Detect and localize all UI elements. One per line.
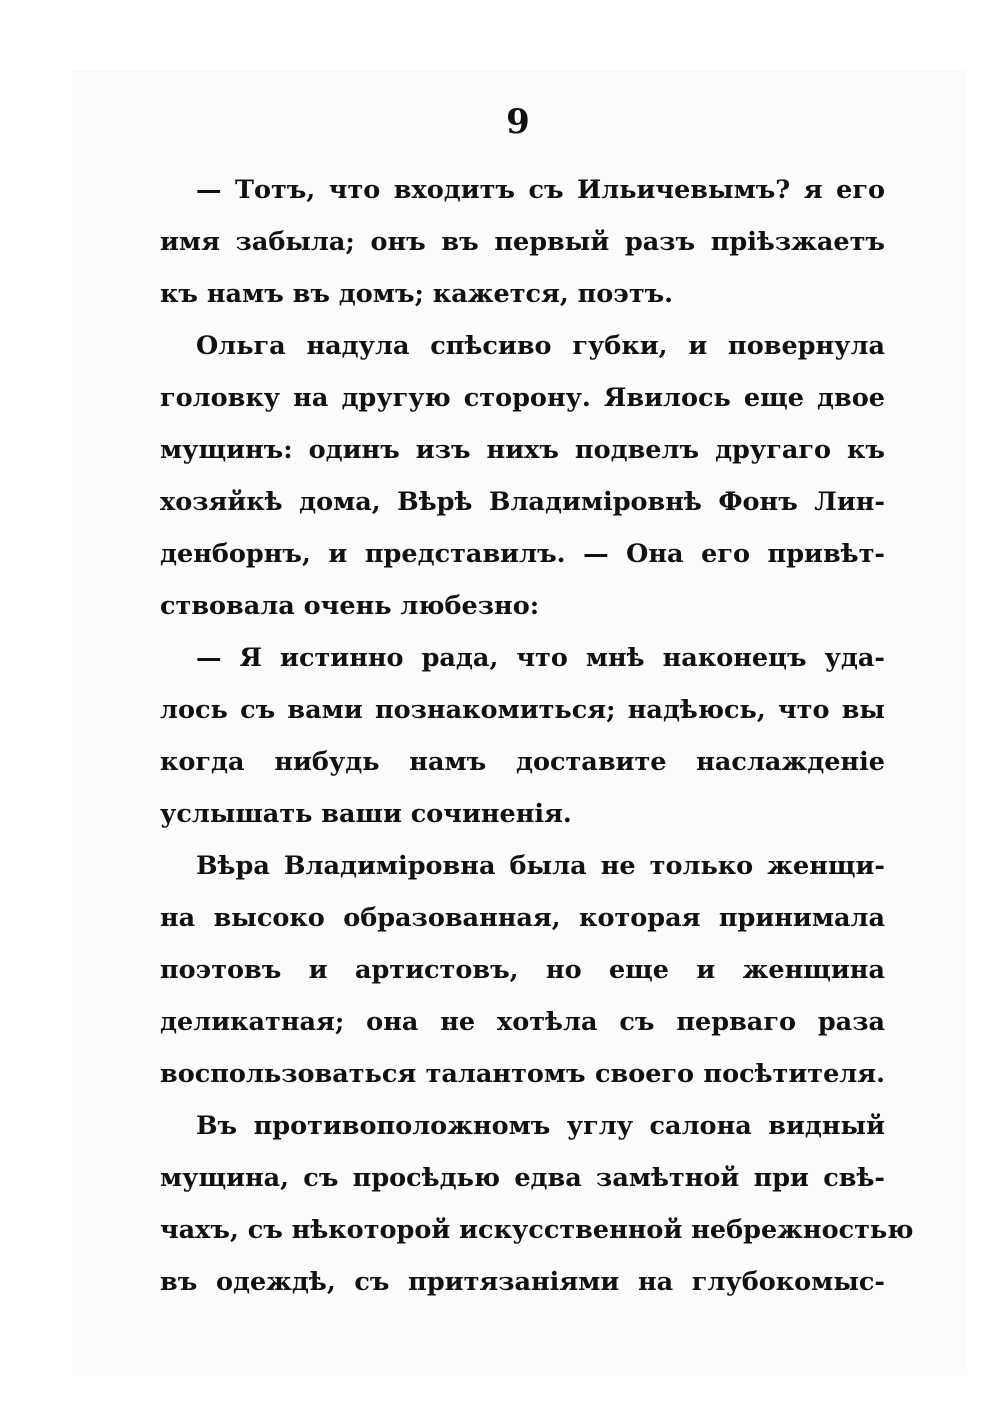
text-line: въ одеждѣ, съ притязаніями на глубокомыс- [160, 1267, 885, 1297]
text-line: ствовала очень любезно: [160, 591, 540, 621]
paragraph [160, 170, 885, 326]
paragraph [160, 638, 885, 846]
text-line: чахъ, съ нѣкоторой искусственной небрежностью [160, 1215, 914, 1245]
text-line: мущинъ: одинъ изъ нихъ подвелъ другаго къ [160, 435, 885, 465]
text-line: мущина, съ просѣдью едва замѣтной при свѣ- [160, 1163, 885, 1193]
text-line: услышать ваши сочиненія. [160, 799, 572, 829]
body-text [160, 170, 914, 1314]
text-line: лось съ вами познакомиться; надѣюсь, что вы [160, 695, 885, 725]
paragraph [160, 326, 885, 638]
page-number: 9 [506, 102, 530, 142]
text-line: поэтовъ и артистовъ, но еще и женщина [160, 955, 885, 985]
text-line: денборнъ, и представилъ. — Она его привѣт- [160, 539, 885, 569]
text-line: — Я истинно рада, что мнѣ наконецъ уда- [196, 643, 885, 673]
text-line: Вѣра Владиміровна была не только женщи- [196, 851, 885, 881]
text-line: къ намъ въ домъ; кажется, поэтъ. [160, 279, 674, 309]
text-line: головку на другую сторону. Явилось еще двое [160, 383, 885, 413]
text-line: имя забыла; онъ въ первый разъ пріѣзжаетъ [160, 227, 885, 257]
text-line: Ольга надула спѣсиво губки, и повернула [196, 331, 885, 361]
text-line: хозяйкѣ дома, Вѣрѣ Владиміровнѣ Фонъ Лин- [160, 487, 885, 517]
text-line: на высоко образованная, которая принимала [160, 903, 885, 933]
text-line: — Тотъ, что входитъ съ Ильичевымъ? я его [196, 175, 885, 205]
paragraph [160, 846, 885, 1106]
text-line: воспользоваться талантомъ своего посѣтителя. [160, 1059, 885, 1089]
text-line: деликатная; она не хотѣла съ перваго раза [160, 1007, 885, 1037]
paragraph [160, 1106, 914, 1314]
text-line: Въ противоположномъ углу салона видный [196, 1111, 885, 1141]
text-line: когда нибудь намъ доставите наслажденіе [160, 747, 885, 777]
